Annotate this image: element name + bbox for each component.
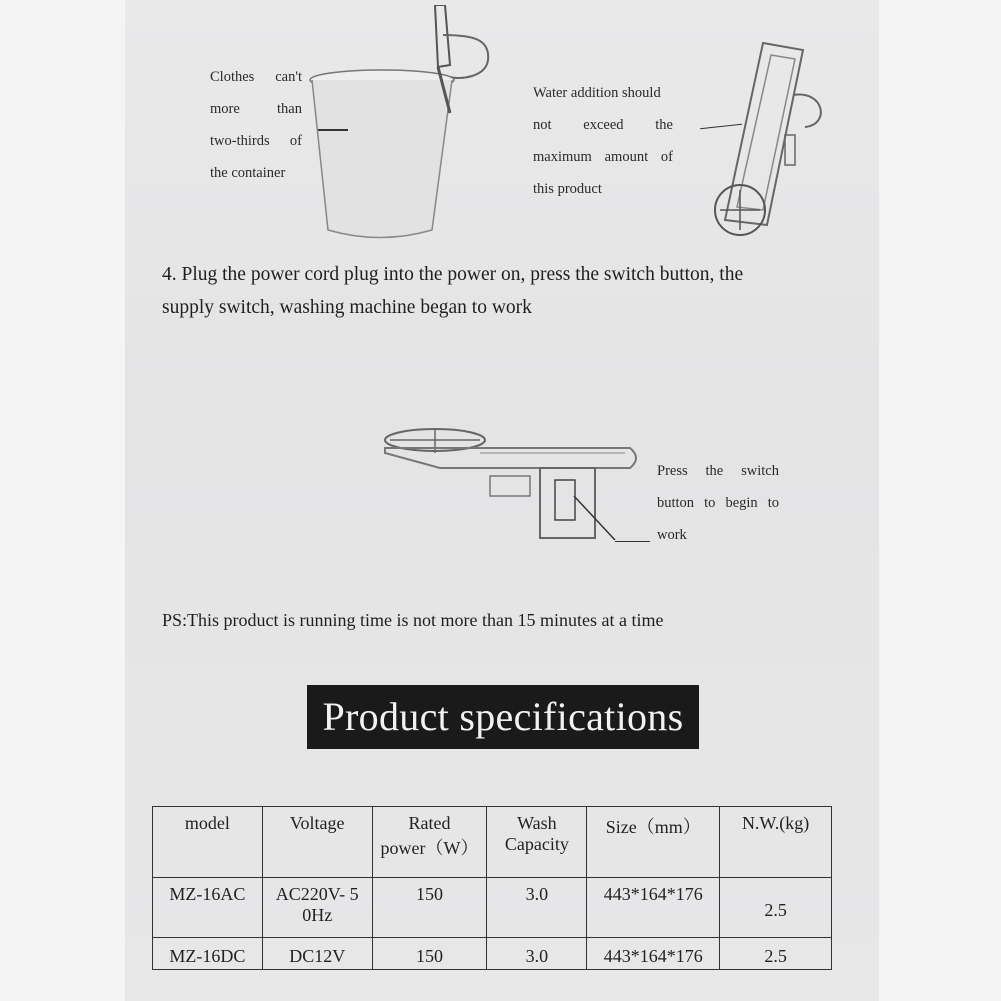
spec-header-row <box>153 807 832 878</box>
header-model: model <box>153 807 263 878</box>
caption-word: the <box>705 463 724 479</box>
caption-word: amount <box>604 149 649 165</box>
caption-word: exceed <box>583 117 624 133</box>
caption-word: work <box>657 527 687 543</box>
header-weight: N.W.(kg) <box>720 807 832 878</box>
table-row <box>153 878 832 938</box>
caption-word: Clothes <box>210 69 255 85</box>
spec-title: Product specifications <box>307 685 699 749</box>
caption-word: to <box>704 495 716 511</box>
caption-word: Press <box>657 463 688 479</box>
caption-word: of <box>289 133 302 149</box>
cell-weight: 2.5 <box>720 938 832 970</box>
caption-word: begin <box>725 495 758 511</box>
caption-word: can't <box>275 69 302 85</box>
step-4-line-2: supply switch, washing machine began to work <box>162 297 532 318</box>
cell-size: 443*164*176 <box>587 938 720 970</box>
step-4-paragraph <box>162 258 862 324</box>
caption-word: the container <box>210 165 286 181</box>
ps-note: PS:This product is running time is not more than 15 minutes at a time <box>162 610 664 630</box>
caption-word: button <box>657 495 695 511</box>
caption-word: the <box>655 117 673 133</box>
cell-voltage: AC220V- 5 0Hz <box>262 878 372 938</box>
caption-word: Water addition should <box>533 85 661 101</box>
cell-voltage: DC12V <box>262 938 372 970</box>
cell-weight: 2.5 <box>720 878 832 938</box>
spec-table <box>152 806 832 970</box>
step-4-line-1: 4. Plug the power cord plug into the power on, press the switch button, the <box>162 264 744 285</box>
cell-model: MZ-16AC <box>153 878 263 938</box>
header-size: Size（mm） <box>587 807 720 878</box>
header-capacity: Wash Capacity <box>487 807 587 878</box>
washer-side-view-icon <box>695 35 830 240</box>
caption-word: maximum <box>533 149 592 165</box>
clothes-caption <box>210 61 302 189</box>
cell-size: 443*164*176 <box>587 878 720 938</box>
caption-word: two-thirds <box>210 133 270 149</box>
cell-capacity: 3.0 <box>487 938 587 970</box>
header-voltage: Voltage <box>262 807 372 878</box>
switch-caption <box>657 455 779 551</box>
caption-word: of <box>660 149 673 165</box>
switch-leader-line <box>615 541 650 542</box>
table-row <box>153 938 832 970</box>
cell-model: MZ-16DC <box>153 938 263 970</box>
cell-power: 150 <box>372 878 487 938</box>
caption-word: than <box>277 101 302 117</box>
caption-word: not <box>533 117 552 133</box>
water-caption <box>533 77 673 205</box>
caption-word: more <box>210 101 240 117</box>
header-power: Rated power（W） <box>372 807 487 878</box>
cell-power: 150 <box>372 938 487 970</box>
washer-switch-icon <box>380 418 645 553</box>
bucket-with-washer-icon <box>300 5 490 245</box>
caption-word: this product <box>533 181 602 197</box>
cell-capacity: 3.0 <box>487 878 587 938</box>
caption-word: to <box>767 495 779 511</box>
caption-word: switch <box>741 463 779 479</box>
